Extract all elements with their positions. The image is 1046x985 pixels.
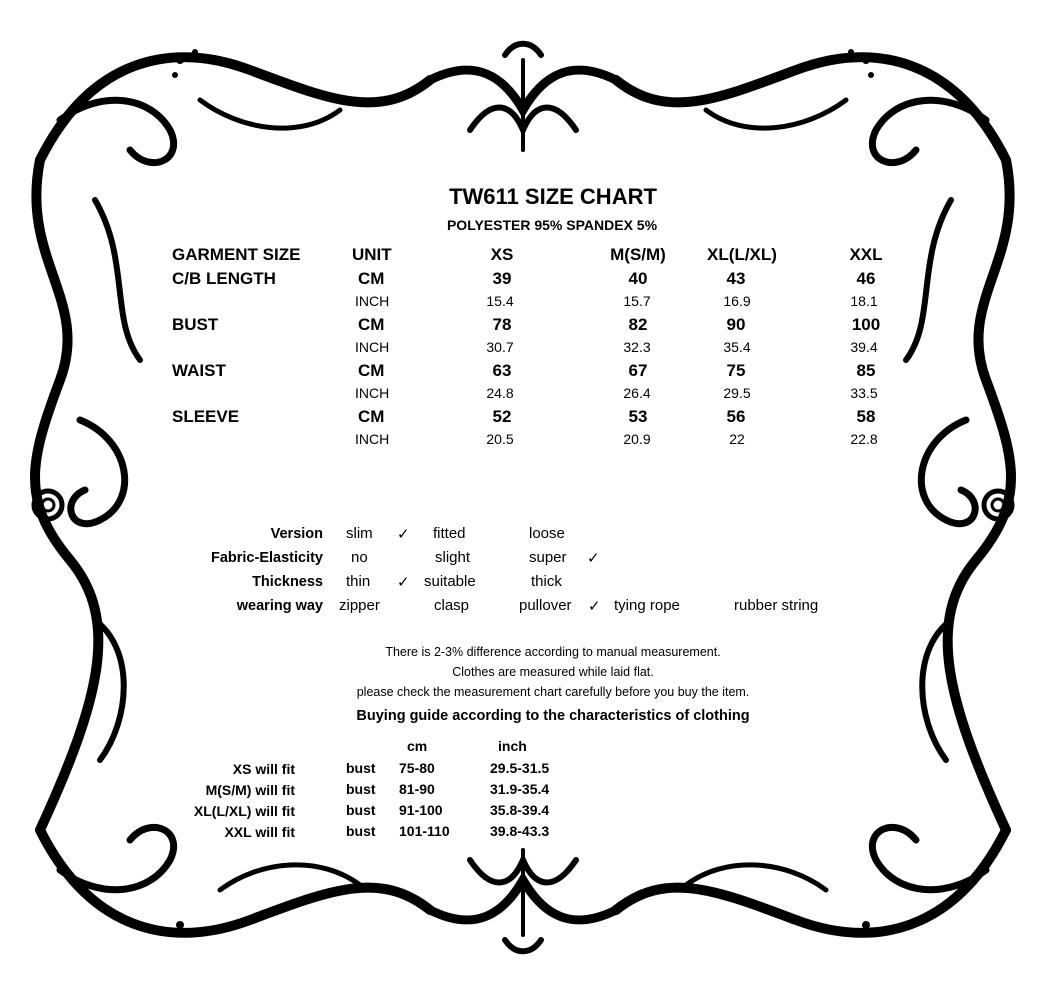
cm-value: 90 [726, 315, 746, 334]
header-garment-size: GARMENT SIZE [172, 245, 301, 264]
inch-value: 18.1 [850, 293, 878, 309]
note-line: Clothes are measured while laid flat. [452, 665, 654, 679]
unit-inch: INCH [355, 339, 390, 355]
range-inch: 35.8-39.4 [490, 802, 550, 818]
note-line: There is 2-3% difference according to manual measurement. [385, 645, 721, 659]
range-cm: 81-90 [399, 781, 435, 797]
unit-inch: INCH [355, 385, 390, 401]
option-value: thin [346, 573, 371, 590]
cm-value: 63 [492, 361, 512, 380]
inch-value: 24.8 [486, 385, 514, 401]
range-inch: 39.8-43.3 [490, 823, 550, 839]
cm-value: 67 [628, 361, 648, 380]
option-value: super [529, 549, 567, 566]
body-part: bust [346, 802, 376, 818]
body-part: bust [346, 823, 376, 839]
fit-size: XXL will fit [224, 824, 295, 840]
guide-header-cm: cm [407, 738, 428, 754]
unit-inch: INCH [355, 293, 390, 309]
guide-header-inch: inch [498, 738, 527, 754]
option-value: loose [529, 525, 565, 542]
inch-value: 26.4 [623, 385, 651, 401]
header-size-xxl: XXL [849, 245, 883, 264]
unit-cm: CM [358, 269, 385, 288]
inch-value: 20.5 [486, 431, 514, 447]
cm-value: 75 [726, 361, 746, 380]
inch-value: 29.5 [723, 385, 751, 401]
cm-value: 52 [492, 407, 512, 426]
cm-value: 46 [856, 269, 876, 288]
inch-value: 20.9 [623, 431, 651, 447]
guide-title: Buying guide according to the characteristics of clothing [356, 708, 750, 724]
unit-cm: CM [358, 361, 385, 380]
row-label: BUST [172, 315, 219, 334]
header-size-m: M(S/M) [610, 245, 666, 264]
option-value: zipper [339, 597, 380, 614]
header-unit: UNIT [352, 245, 392, 264]
attribute-label: Fabric-Elasticity [210, 550, 323, 566]
fit-size: XL(L/XL) will fit [193, 803, 295, 819]
inch-value: 22.8 [850, 431, 878, 447]
check-mark-icon: ✓ [588, 598, 601, 615]
range-cm: 75-80 [399, 760, 435, 776]
cm-value: 56 [726, 407, 746, 426]
option-value: thick [531, 573, 562, 590]
option-value: slim [346, 525, 373, 542]
unit-inch: INCH [355, 431, 390, 447]
inch-value: 30.7 [486, 339, 514, 355]
inch-value: 15.7 [623, 293, 651, 309]
option-value: rubber string [734, 597, 819, 614]
body-part: bust [346, 760, 376, 776]
cm-value: 43 [726, 269, 746, 288]
note-line: please check the measurement chart carefully before you buy the item. [356, 685, 750, 699]
option-value: slight [435, 549, 471, 566]
header-size-xs: XS [490, 245, 514, 264]
unit-cm: CM [358, 407, 385, 426]
option-value: clasp [434, 597, 470, 614]
row-label: SLEEVE [172, 407, 240, 426]
inch-value: 39.4 [850, 339, 878, 355]
check-mark-icon: ✓ [587, 550, 600, 567]
fit-size: XS will fit [232, 761, 295, 777]
range-cm: 91-100 [399, 802, 443, 818]
inch-value: 16.9 [723, 293, 751, 309]
option-value: tying rope [614, 597, 680, 614]
unit-cm: CM [358, 315, 385, 334]
inch-value: 22 [729, 431, 745, 447]
fabric-composition: POLYESTER 95% SPANDEX 5% [446, 217, 658, 233]
option-value: suitable [424, 573, 476, 590]
cm-value: 58 [856, 407, 876, 426]
cm-value: 85 [856, 361, 876, 380]
attribute-label: wearing way [236, 598, 323, 614]
cm-value: 40 [628, 269, 648, 288]
inch-value: 33.5 [850, 385, 878, 401]
cm-value: 78 [492, 315, 512, 334]
cm-value: 82 [628, 315, 648, 334]
inch-value: 35.4 [723, 339, 751, 355]
body-part: bust [346, 781, 376, 797]
cm-value: 39 [492, 269, 512, 288]
header-size-xl: XL(L/XL) [707, 245, 777, 264]
range-inch: 29.5-31.5 [490, 760, 550, 776]
attribute-label: Thickness [252, 574, 323, 590]
range-cm: 101-110 [399, 823, 450, 839]
check-mark-icon: ✓ [397, 526, 410, 543]
option-value: fitted [433, 525, 466, 542]
row-label: WAIST [172, 361, 226, 380]
range-inch: 31.9-35.4 [490, 781, 550, 797]
cm-value: 53 [628, 407, 648, 426]
row-label: C/B LENGTH [172, 269, 276, 288]
cm-value: 100 [851, 315, 881, 334]
check-mark-icon: ✓ [397, 574, 410, 591]
inch-value: 32.3 [623, 339, 651, 355]
option-value: no [351, 549, 368, 566]
fit-size: M(S/M) will fit [205, 782, 295, 798]
option-value: pullover [519, 597, 572, 614]
inch-value: 15.4 [486, 293, 514, 309]
attribute-label: Version [270, 526, 323, 542]
chart-title: TW611 SIZE CHART [449, 184, 657, 209]
